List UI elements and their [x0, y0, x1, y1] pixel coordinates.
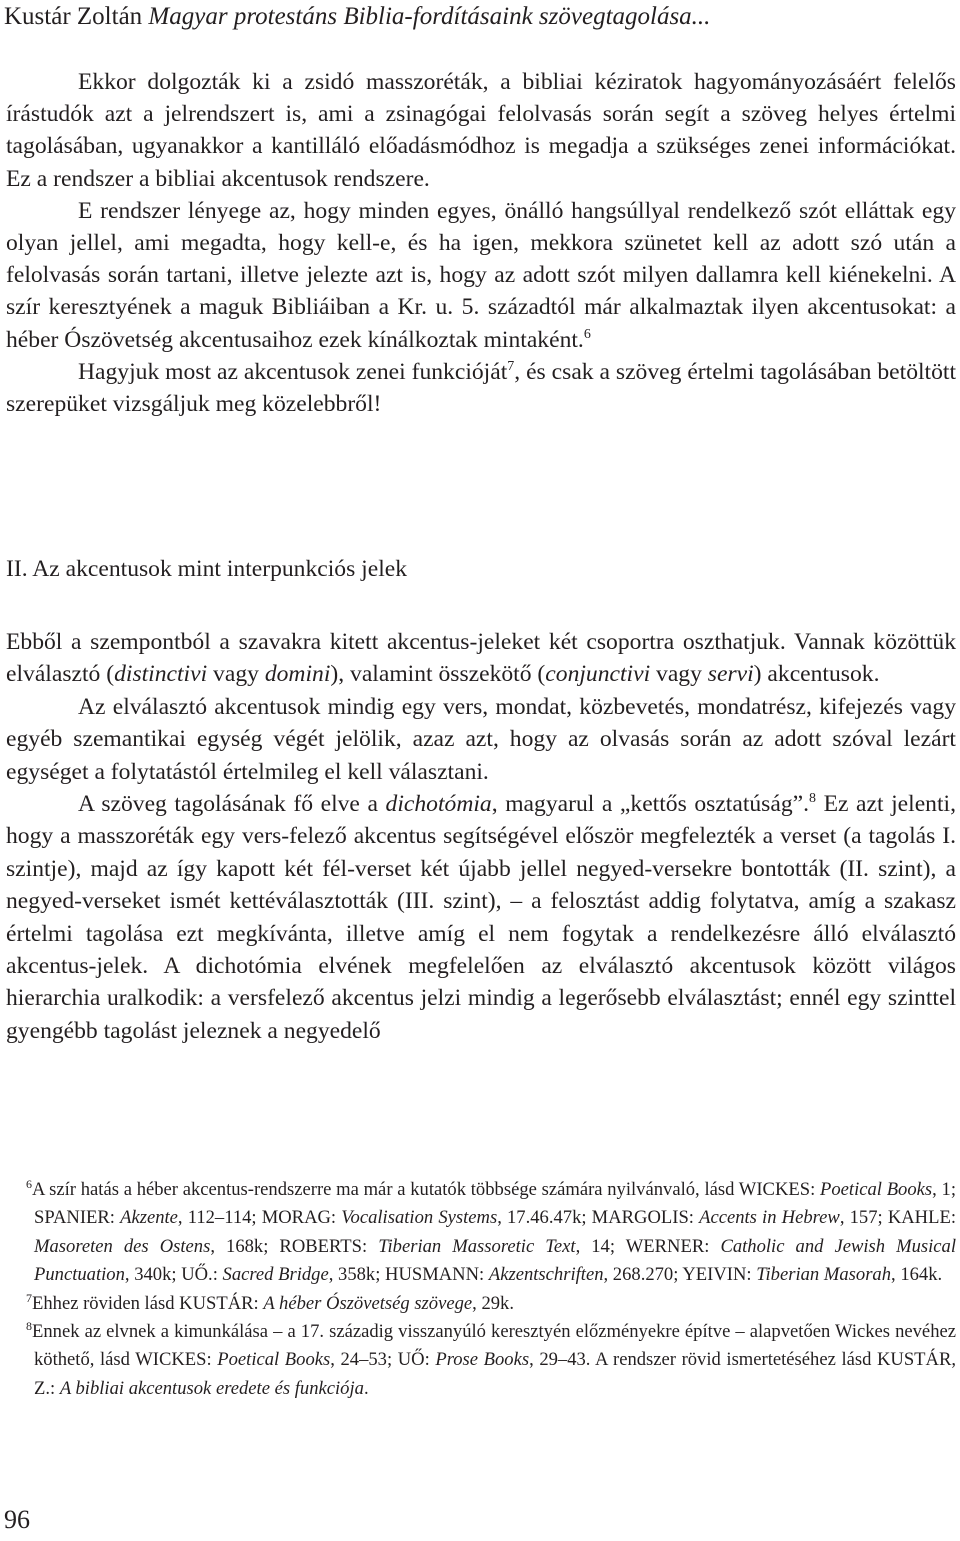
paragraph-text: E rendszer lényege az, hogy minden egyes, önálló hangsúllyal rendelkező szót elláttak egy olyan jellel, ami megadta, hogy kell-e, és ha igen, mekkora szünetet kell az adott szó után a felolvasás során tartani, illetve jelezte azt is, hogy az adott szót milyen dallamra kell kiénekelni. A szír keresztyének a maguk Bibliáiban a Kr. u. 5. századtól már alkalmaztak ilyen akcentusokat: a héber Ószövetség akcentusaihoz ezek kínálkoztak mintaként. — [6, 197, 956, 353]
paragraph-text: vagy — [207, 661, 265, 688]
header-title: Magyar protestáns Biblia-fordításaink szövegtagolása... — [148, 3, 711, 30]
paragraph — [6, 66, 956, 195]
section-heading — [6, 553, 407, 585]
italic-term: domini — [264, 661, 331, 688]
paragraph-text: A szöveg tagolásának fő elve a — [78, 791, 386, 818]
paragraph-text: Ekkor dolgozták ki a zsidó masszoréták, a bibliai kéziratok hagyományozásáért felelős írástudók azt a jelrendszert is, ami a zsinagógai felolvasás során segít a szöveg helyes értelmi tagolásában, ugyanakkor a kantilláló előadásmódhoz is megadja a szükséges zenei információkat. Ez a rendszer a bibliai akcentusok rendszere. — [6, 69, 956, 192]
footnote-ref[interactable]: 8 — [809, 791, 816, 807]
italic-term: conjunctivi — [545, 661, 651, 688]
paragraph — [6, 195, 956, 356]
paragraph-text: Ez azt jelenti, hogy a masszoréták egy vers-felező akcentus segítségével először megfelezték a verset (a tagolás I. szintje), majd az így kapott két fél-verset két újabb jellel negyed-versekre bontották (II. szint), a negyed-verseket ismét kettéválasztották (III. szint), – a felosztást addig folytatva, amíg a szakasz értelmi tagolása ezt megkívánta, illetve amíg el nem fogytak a rendelkezésre álló elválasztó akcentus-jelek. A dichotómia elvének megfelelően az elválasztó akcentusok között világos hierarchia uralkodik: a versfelező akcentus jelzi mindig a legerősebb elválasztást; ennél egy szinttel gyengébb tagolást jeleznek a negyedelő — [6, 791, 956, 1044]
section-text — [6, 626, 956, 1047]
footnote-8: $^8$Ennek az elvnek a kimunkálása – a 17. századig visszanyúló keresztyén előzményekre építve – alapvetően Wickes nevéhez köthető, lásd WICKES: Poetical Books, 24–53; UŐ: Prose Books, 29–43. A rendszer rövid ismertetéséhez lásd KUSTÁR, Z.: A bibliai akcentusok eredete és funkciója. — [26, 1319, 957, 1399]
paragraph — [6, 788, 956, 1047]
page-number: 96 — [4, 1505, 30, 1534]
footnote-number: 8 — [26, 1319, 32, 1334]
italic-term: servi — [707, 661, 754, 688]
section-number: II. — [6, 556, 28, 582]
header-author: Kustár Zoltán — [4, 3, 143, 30]
footnote-number: 6 — [26, 1177, 32, 1191]
section-title: Az akcentusok mint interpunkciós jelek — [32, 556, 408, 582]
paragraph-text: Hagyjuk most az akcentusok zenei funkcióját — [78, 358, 508, 385]
footnote-6: $^6$A szír hatás a héber akcentus-rendszerre ma már a kutatók többsége számára nyilvánvaló, lásd WICKES: Poetical Books, 1; SPANIER: Akzente, 112–114; MORAG: Vocalisation Systems, 17.46.47k; MARGOLIS: Accents in Hebrew, 157; KAHLE: Masoreten des Ostens, 168k; ROBERTS: Tiberian Massoretic Text, 14; WERNER: Catholic and Jewish Musical Punctuation, 340k; UŐ.: Sacred Bridge, 358k; HUSMANN: Akzentschriften, 268.270; YEIVIN: Tiberian Masorah, 164k. — [26, 1177, 957, 1286]
paragraph-text: Az elválasztó akcentusok mindig egy vers, mondat, közbevetés, mondatrész, kifejezés vagy egyéb szemantikai egység végét jelölik, azaz azt, hogy az olvasás során az adott szóval lezárt egységet a folytatástól értelmileg el kell választani. — [6, 693, 956, 785]
paragraph-text: ), valamint összekötő ( — [330, 661, 546, 688]
paragraph-text: , magyarul a „kettős osztatúság”. — [491, 791, 809, 818]
paragraph-text: Ebből a szempontból a szavakra kitett akcentus-jeleket két csoportra oszthatjuk. Vannak közöttük elválasztó ( — [6, 629, 956, 688]
paragraph — [6, 626, 956, 691]
footnote-number: 7 — [26, 1290, 32, 1305]
footnote-7: $^7$Ehhez röviden lásd KUSTÁR: A héber Ószövetség szövege, 29k. — [26, 1290, 514, 1314]
paragraph-text: ) akcentusok. — [753, 661, 880, 688]
footnotes — [26, 1176, 957, 1403]
italic-term: dichotómia — [385, 791, 492, 818]
footnote-ref[interactable]: 6 — [583, 326, 591, 342]
footnote-ref[interactable]: 7 — [507, 358, 515, 374]
italic-term: distinctivi — [114, 661, 208, 688]
paragraph-text: , és csak a szöveg értelmi tagolásában betöltött szerepüket vizsgáljuk meg közelebbről! — [6, 358, 957, 418]
paragraph — [6, 691, 956, 788]
paragraph — [6, 356, 956, 420]
running-header — [4, 2, 710, 32]
intro-text — [6, 66, 956, 420]
paragraph-text: vagy — [650, 661, 708, 688]
